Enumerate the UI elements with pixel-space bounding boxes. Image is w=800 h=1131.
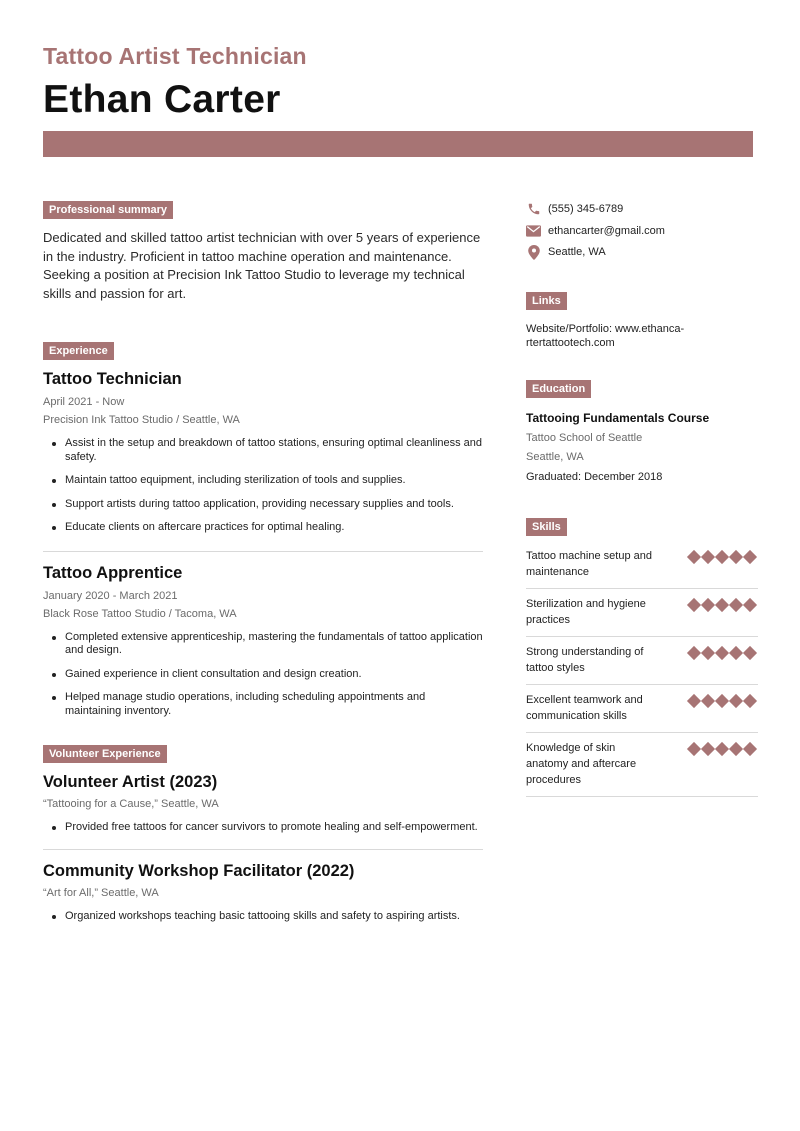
skill-rating [688, 550, 755, 564]
skill-rating [688, 694, 755, 708]
skill-name: Knowledge of skin anatomy and aftercare procedures [526, 742, 637, 786]
education-label: Education [526, 380, 591, 398]
skill-name: Strong understanding of tattoo styles [526, 646, 644, 674]
bullet-item: Gained experience in client consultation and design creation. [43, 668, 483, 682]
rating-diamond-icon [714, 550, 728, 564]
summary-text: Dedicated and skilled tattoo artist technician with over 5 years of experience in the industry. Proficient in tattoo machine operation and maintenance. Seeking a position at Precision Ink Tattoo Studio to leverage my technical skills and passion for art. [43, 230, 481, 301]
bullet-item: Assist in the setup and breakdown of tattoo stations, ensuring optimal cleanliness and safety. [43, 437, 483, 464]
rating-diamond-icon [686, 694, 700, 708]
rating-diamond-icon [728, 598, 742, 612]
volunteer-section [43, 744, 483, 923]
contact-section [526, 200, 758, 261]
experience-entry [43, 370, 483, 552]
rating-diamond-icon [728, 694, 742, 708]
skills-label: Skills [526, 518, 567, 536]
rating-diamond-icon [700, 742, 714, 756]
rating-diamond-icon [700, 598, 714, 612]
resume-name: Ethan Carter [43, 78, 281, 121]
location-text: Seattle, WA [548, 246, 606, 258]
bullet-item: Support artists during tattoo application, providing necessary supplies and tools. [43, 498, 483, 512]
entry-bullets [43, 631, 483, 719]
rating-diamond-icon [700, 550, 714, 564]
side-column [526, 200, 758, 797]
rating-diamond-icon [742, 694, 756, 708]
contact-location [526, 243, 758, 261]
entry-organization: Precision Ink Tattoo Studio / Seattle, WA [43, 414, 240, 426]
contact-email [526, 222, 758, 240]
header-accent-band [43, 131, 753, 157]
skill-row [526, 589, 758, 637]
email-text: ethancarter@gmail.com [548, 224, 665, 237]
resume-job-title: Tattoo Artist Technician [43, 43, 307, 69]
rating-diamond-icon [728, 646, 742, 660]
experience-entry [43, 564, 483, 719]
bullet-item: Helped manage studio operations, including scheduling appointments and maintaining inventory. [43, 691, 483, 718]
rating-diamond-icon [686, 646, 700, 660]
entry-organization: “Tattooing for a Cause,” Seattle, WA [43, 798, 219, 810]
rating-diamond-icon [700, 694, 714, 708]
skill-rating [688, 598, 755, 612]
rating-diamond-icon [742, 742, 756, 756]
entry-bullets [43, 821, 483, 835]
skills-section [526, 517, 758, 797]
rating-diamond-icon [714, 646, 728, 660]
entry-title: Volunteer Artist (2023) [43, 773, 218, 791]
experience-section [43, 341, 483, 718]
entry-organization: Black Rose Tattoo Studio / Tacoma, WA [43, 607, 237, 620]
volunteer-entry [43, 862, 483, 924]
skill-name: Tattoo machine setup and maintenance [526, 550, 652, 578]
entry-organization: “Art for All,” Seattle, WA [43, 886, 159, 899]
bullet-item: Completed extensive apprenticeship, mastering the fundamentals of tattoo application and design. [43, 631, 483, 658]
summary-label: Professional summary [43, 201, 173, 219]
summary-section [43, 200, 483, 303]
rating-diamond-icon [686, 598, 700, 612]
skills-list [526, 541, 758, 797]
rating-diamond-icon [742, 598, 756, 612]
portfolio-line-1: Website/Portfolio: www.ethanca- [526, 323, 685, 335]
skill-rating [688, 742, 755, 756]
bullet-item: Provided free tattoos for cancer survivors to promote healing and self-empowerment. [43, 821, 483, 835]
contact-phone [526, 200, 758, 218]
portfolio-line-2: rtertattootech.com [526, 337, 615, 349]
portfolio-link[interactable] [526, 322, 758, 350]
volunteer-entry [43, 773, 483, 850]
rating-diamond-icon [728, 550, 742, 564]
links-label: Links [526, 292, 567, 310]
entry-title: Community Workshop Facilitator (2022) [43, 861, 355, 880]
rating-diamond-icon [742, 550, 756, 564]
rating-diamond-icon [714, 694, 728, 708]
volunteer-label: Volunteer Experience [43, 745, 167, 763]
skill-row [526, 685, 758, 733]
education-section [526, 379, 758, 483]
entry-divider [43, 551, 483, 552]
rating-diamond-icon [686, 550, 700, 564]
education-school: Tattoo School of Seattle [526, 432, 643, 444]
entry-bullets [43, 910, 483, 924]
map-pin-icon [526, 245, 541, 260]
rating-diamond-icon [686, 742, 700, 756]
bullet-item: Organized workshops teaching basic tattooing skills and safety to aspiring artists. [43, 910, 483, 924]
entry-bullets [43, 437, 483, 535]
skill-row [526, 637, 758, 685]
phone-icon [526, 202, 541, 217]
rating-diamond-icon [728, 742, 742, 756]
entry-title: Tattoo Technician [43, 370, 182, 388]
envelope-icon [526, 223, 541, 238]
entry-dates: April 2021 - Now [43, 396, 125, 408]
bullet-item: Educate clients on aftercare practices for optimal healing. [43, 521, 483, 535]
rating-diamond-icon [700, 646, 714, 660]
entry-dates: January 2020 - March 2021 [43, 589, 178, 602]
entry-title: Tattoo Apprentice [43, 563, 183, 582]
phone-text: (555) 345-6789 [548, 203, 624, 215]
rating-diamond-icon [742, 646, 756, 660]
main-column [43, 200, 483, 933]
rating-diamond-icon [714, 742, 728, 756]
links-section [526, 291, 758, 350]
entry-divider [43, 849, 483, 850]
education-course: Tattooing Fundamentals Course [526, 411, 710, 425]
education-graduated: Graduated: December 2018 [526, 471, 663, 483]
education-location: Seattle, WA [526, 451, 584, 463]
rating-diamond-icon [714, 598, 728, 612]
skill-row [526, 541, 758, 589]
bullet-item: Maintain tattoo equipment, including sterilization of tools and supplies. [43, 474, 483, 488]
skill-rating [688, 646, 755, 660]
skill-row [526, 733, 758, 797]
skill-name: Excellent teamwork and communication skills [526, 694, 643, 722]
experience-label: Experience [43, 342, 114, 360]
skill-name: Sterilization and hygiene practices [526, 598, 646, 626]
